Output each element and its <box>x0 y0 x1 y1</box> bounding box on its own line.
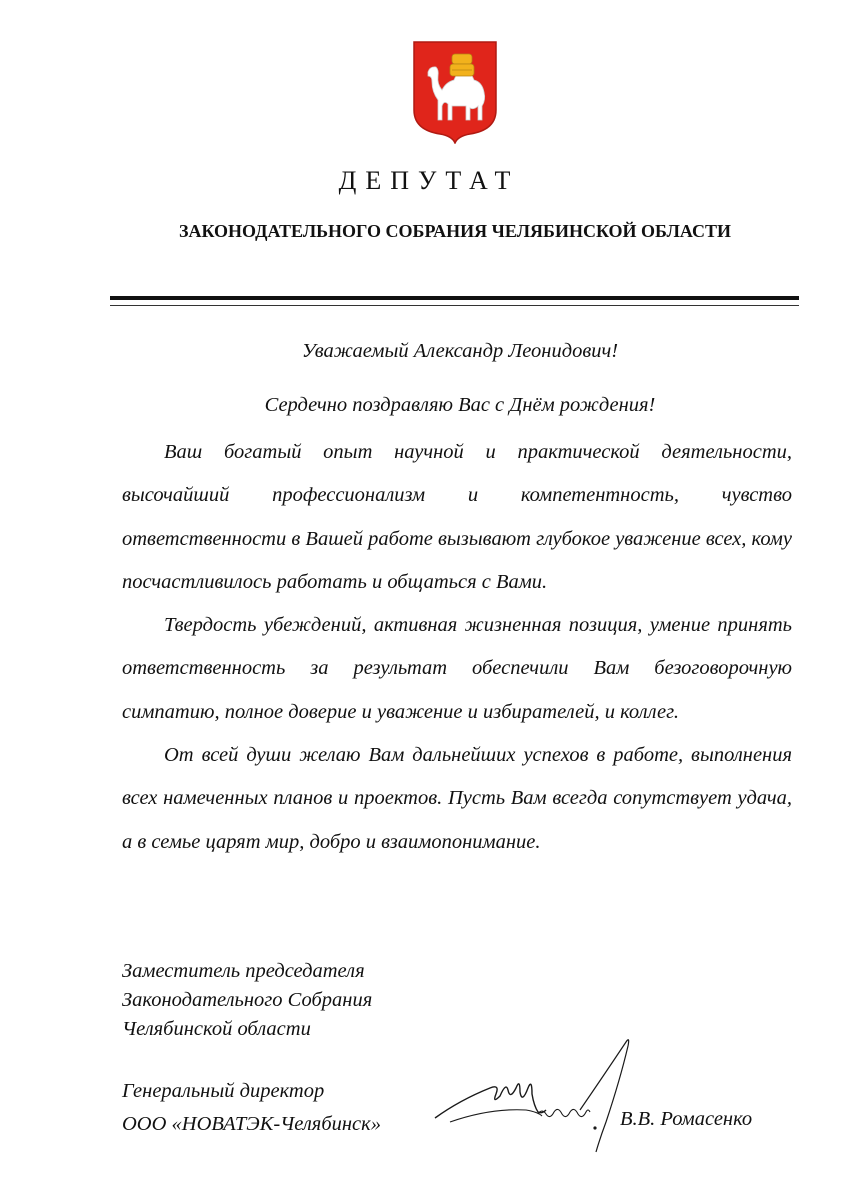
chelyabinsk-coat-of-arms-icon <box>412 40 498 144</box>
paragraph: От всей души желаю Вам дальнейших успехов в работе, выполнения всех намеченных планов и проектов. Пусть Вам всегда сопутствует удача, а в семье царят мир, добро и взаимопонимание. <box>122 744 792 853</box>
position-line: Заместитель председателя <box>122 960 365 982</box>
letter-body <box>122 431 792 864</box>
handwritten-signature <box>430 1030 650 1160</box>
position-line: Челябинской области <box>122 1018 311 1040</box>
header-title: ДЕПУТАТ <box>338 166 520 195</box>
signer-position <box>122 957 372 1044</box>
greeting: Сердечно поздравляю Вас с Днём рождения! <box>264 394 656 416</box>
header-rule-thick <box>110 296 799 300</box>
position-line: Законодательного Собрания <box>122 989 373 1011</box>
header-rule-thin <box>110 305 799 306</box>
paragraph: Твердость убеждений, активная жизненная позиция, умение принять ответственность за результат обеспечили Вам безоговорочную симпатию, полное доверие и уважение и избирателей, и коллег. <box>122 614 792 723</box>
signer-name: В.В. Ромасенко <box>620 1108 753 1130</box>
company-line: ООО «НОВАТЭК-Челябинск» <box>122 1113 381 1135</box>
paragraph: Ваш богатый опыт научной и практической деятельности, высочайший профессионализм и компетентность, чувство ответственности в Вашей работе вызывают глубокое уважение всех, кому посчастливилось работать и общаться с Вами. <box>122 441 792 593</box>
header-subtitle: ЗАКОНОДАТЕЛЬНОГО СОБРАНИЯ ЧЕЛЯБИНСКОЙ ОБЛАСТИ <box>178 221 732 241</box>
signer-company <box>122 1075 381 1141</box>
salutation: Уважаемый Александр Леонидович! <box>301 340 619 362</box>
company-line: Генеральный директор <box>122 1080 325 1102</box>
